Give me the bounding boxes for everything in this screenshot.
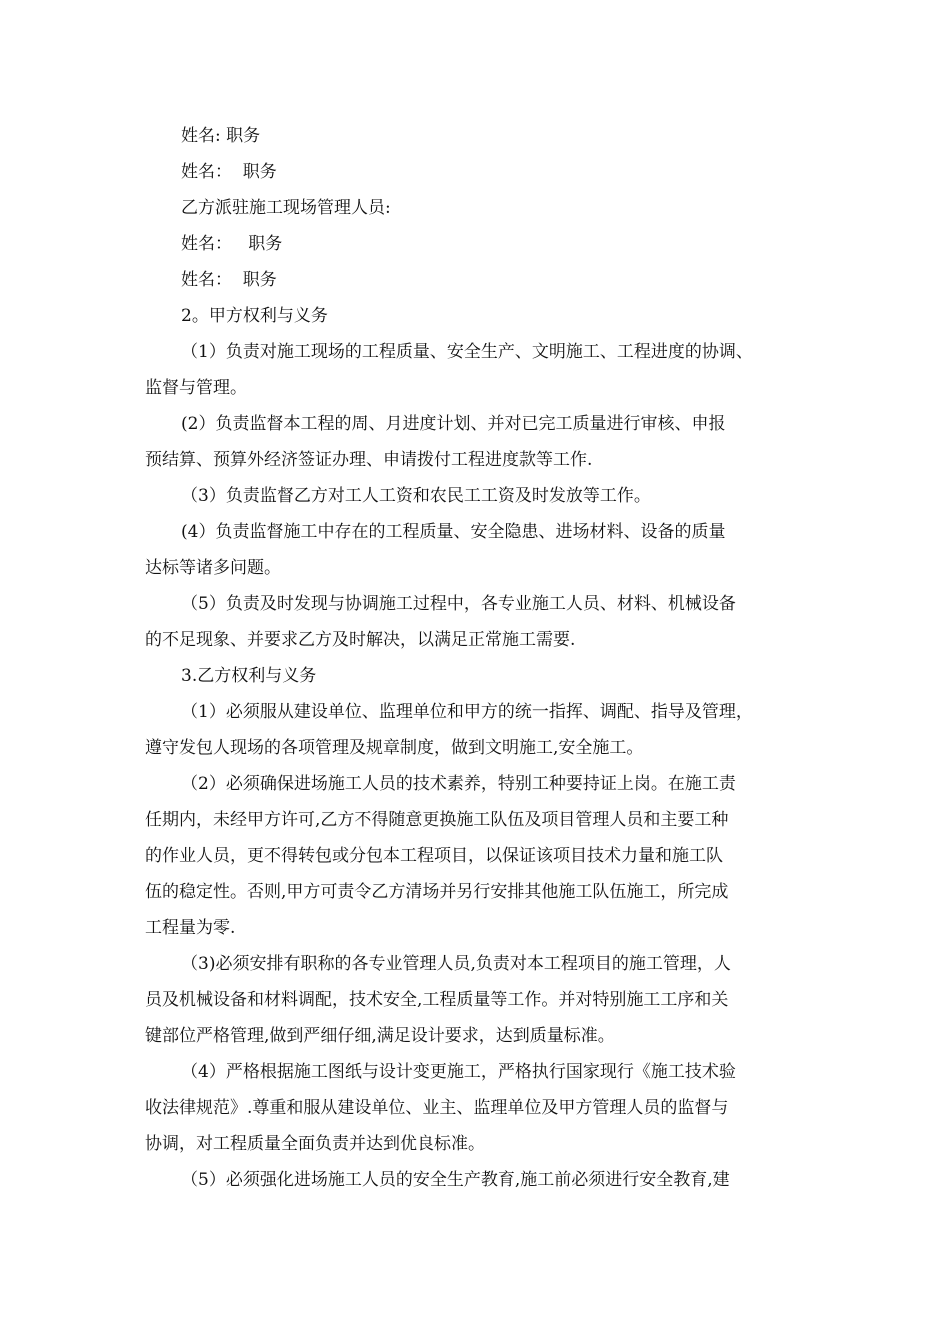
text-line: 遵守发包人现场的各项管理及规章制度，做到文明施工,安全施工。 bbox=[145, 738, 644, 758]
text-line: 姓名： 职务 bbox=[181, 234, 283, 254]
text-line: 监督与管理。 bbox=[145, 378, 247, 398]
text-line: （3）负责监督乙方对工人工资和农民工工资及时发放等工作。 bbox=[181, 486, 651, 506]
text-line: （4）严格根据施工图纸与设计变更施工，严格执行国家现行《施工技术验 bbox=[181, 1062, 736, 1082]
section-heading: 3.乙方权利与义务 bbox=[181, 666, 317, 686]
text-line: (2）负责监督本工程的周、月进度计划、并对已完工质量进行审核、申报 bbox=[181, 414, 726, 434]
text-line: 姓名： 职务 bbox=[181, 270, 277, 290]
text-line: 的作业人员，更不得转包或分包本工程项目，以保证该项目技术力量和施工队 bbox=[145, 846, 723, 866]
text-line: 收法律规范》.尊重和服从建设单位、业主、监理单位及甲方管理人员的监督与 bbox=[145, 1098, 729, 1118]
text-line: 工程量为零. bbox=[145, 918, 236, 938]
text-line: （3)必须安排有职称的各专业管理人员,负责对本工程项目的施工管理，人 bbox=[181, 954, 731, 974]
text-line: （5）负责及时发现与协调施工过程中，各专业施工人员、材料、机械设备 bbox=[181, 594, 736, 614]
text-line: （1）负责对施工现场的工程质量、安全生产、文明施工、工程进度的协调、 bbox=[181, 342, 753, 362]
text-line: (4）负责监督施工中存在的工程质量、安全隐患、进场材料、设备的质量 bbox=[181, 522, 726, 542]
text-line: 达标等诸多问题。 bbox=[145, 558, 281, 578]
text-line: 预结算、预算外经济签证办理、申请拨付工程进度款等工作. bbox=[145, 450, 593, 470]
text-line: （1）必须服从建设单位、监理单位和甲方的统一指挥、调配、指导及管理， bbox=[181, 702, 753, 722]
text-line: 姓名： 职务 bbox=[181, 162, 277, 182]
text-line: 的不足现象、并要求乙方及时解决，以满足正常施工需要. bbox=[145, 630, 576, 650]
text-line: 任期内，未经甲方许可,乙方不得随意更换施工队伍及项目管理人员和主要工种 bbox=[145, 810, 729, 830]
section-heading: 2。甲方权利与义务 bbox=[181, 306, 328, 326]
document-body bbox=[145, 118, 815, 1198]
text-line: 乙方派驻施工现场管理人员: bbox=[181, 198, 391, 218]
text-line: 键部位严格管理,做到严细仔细,满足设计要求，达到质量标准。 bbox=[145, 1026, 615, 1046]
text-line: 姓名: 职务 bbox=[181, 126, 261, 146]
text-line: （5）必须强化进场施工人员的安全生产教育,施工前必须进行安全教育,建 bbox=[181, 1170, 730, 1190]
text-line: 伍的稳定性。否则,甲方可责令乙方清场并另行安排其他施工队伍施工，所完成 bbox=[145, 882, 729, 902]
text-line: 协调，对工程质量全面负责并达到优良标准。 bbox=[145, 1134, 485, 1154]
text-line: （2）必须确保进场施工人员的技术素养，特别工种要持证上岗。在施工责 bbox=[181, 774, 736, 794]
text-line: 员及机械设备和材料调配，技术安全,工程质量等工作。并对特别施工工序和关 bbox=[145, 990, 729, 1010]
